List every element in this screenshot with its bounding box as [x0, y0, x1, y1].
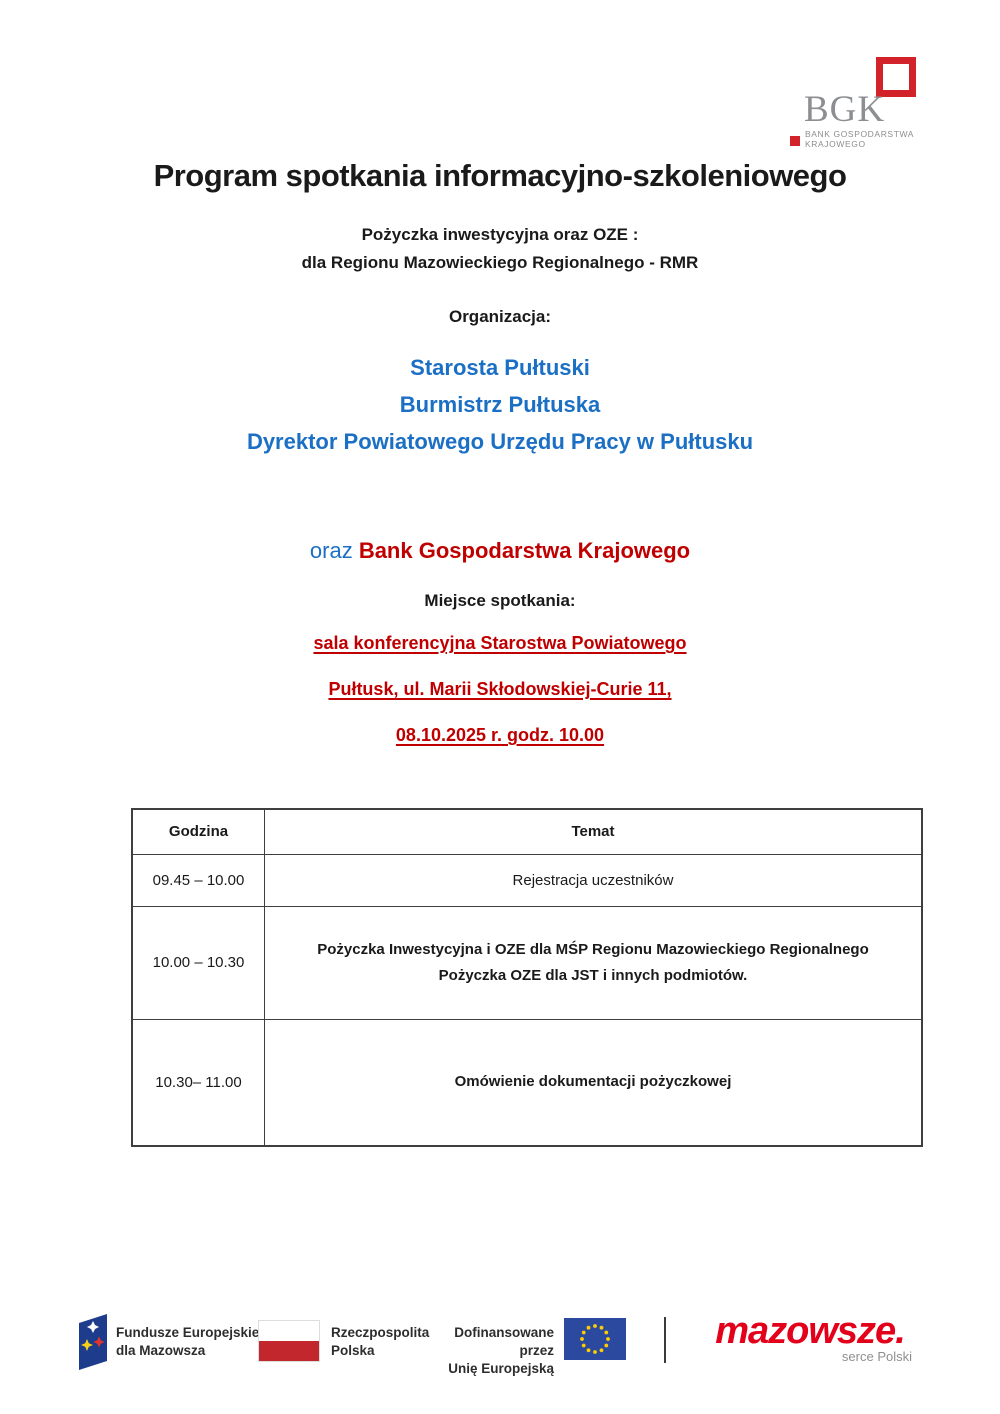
poland-label-line2: Polska — [331, 1343, 375, 1358]
agenda-time-3: 10.30– 11.00 — [132, 1019, 265, 1146]
bgk-full-name — [805, 129, 914, 149]
venue-line-3: 08.10.2025 r. godz. 10.00 — [395, 725, 605, 745]
agenda-topic-1: Rejestracja uczestników — [265, 854, 923, 906]
venue-line-2: Pułtusk, ul. Marii Skłodowskiej-Curie 11, — [328, 679, 672, 699]
table-row — [132, 854, 922, 906]
eu-funds-label-line2: dla Mazowsza — [116, 1343, 206, 1358]
page-title: Program spotkania informacyjno-szkoleniowego — [153, 158, 847, 193]
poland-label — [331, 1324, 429, 1360]
agenda-topic-2-line2: Pożyczka OZE dla JST i innych podmiotów. — [438, 966, 748, 984]
conjunction-word: oraz — [309, 538, 353, 563]
bgk-logo — [790, 55, 922, 151]
eu-funding-label-line1: Dofinansowane przez — [454, 1325, 554, 1358]
eu-flag-icon — [564, 1318, 626, 1360]
agenda-time-2: 10.00 – 10.30 — [132, 906, 265, 1019]
subtitle-line2: dla Regionu Mazowieckiego Regionalnego - RMR — [301, 253, 699, 272]
organizer-2: Burmistrz Pułtuska — [399, 392, 601, 417]
agenda-header-row — [132, 809, 922, 854]
venue-label: Miejsce spotkania: — [424, 591, 576, 610]
mazowsze-wordmark: mazowsze. — [715, 1310, 905, 1352]
organizer-1: Starosta Pułtuski — [410, 355, 590, 380]
eu-funding-label — [418, 1324, 554, 1378]
subtitle-line1: Pożyczka inwestycyjna oraz OZE : — [361, 225, 639, 244]
table-row — [132, 1019, 922, 1146]
table-row — [132, 906, 922, 1019]
agenda-table — [131, 808, 923, 1147]
mazowsze-tagline: serce Polski — [841, 1349, 912, 1364]
bgk-acronym: BGK — [804, 89, 886, 130]
venue-line-1: sala konferencyjna Starostwa Powiatowego — [313, 633, 687, 653]
bgk-name-line2: KRAJOWEGO — [805, 139, 866, 149]
agenda-topic-3: Omówienie dokumentacji pożyczkowej — [265, 1019, 923, 1146]
poland-flag-icon — [258, 1320, 320, 1362]
agenda-topic-2-line1: Pożyczka Inwestycyjna i OZE dla MŚP Regionu Mazowieckiego Regionalnego — [317, 940, 869, 958]
partner-name: Bank Gospodarstwa Krajowego — [358, 538, 691, 563]
eu-funds-flag-icon — [76, 1313, 110, 1371]
partner-line — [0, 538, 1000, 564]
eu-funding-label-line2: Unię Europejską — [448, 1361, 554, 1376]
eu-funds-label-line1: Fundusze Europejskie — [116, 1325, 260, 1340]
page-subtitle — [0, 221, 1000, 277]
agenda-topic-2 — [265, 906, 923, 1019]
organization-entities — [0, 349, 1000, 460]
mazowsze-logo — [700, 1310, 920, 1364]
organizer-3: Dyrektor Powiatowego Urzędu Pracy w Pułtusku — [246, 429, 754, 454]
bgk-red-dot-icon — [790, 136, 800, 146]
footer-divider — [664, 1317, 666, 1363]
agenda-time-1: 09.45 – 10.00 — [132, 854, 265, 906]
poland-label-line1: Rzeczpospolita — [331, 1325, 430, 1340]
bgk-name-line1: BANK GOSPODARSTWA — [805, 129, 915, 139]
organization-label: Organizacja: — [448, 307, 552, 326]
eu-funds-label — [116, 1324, 259, 1360]
agenda-header-time: Godzina — [132, 809, 265, 854]
agenda-header-topic: Temat — [265, 809, 923, 854]
